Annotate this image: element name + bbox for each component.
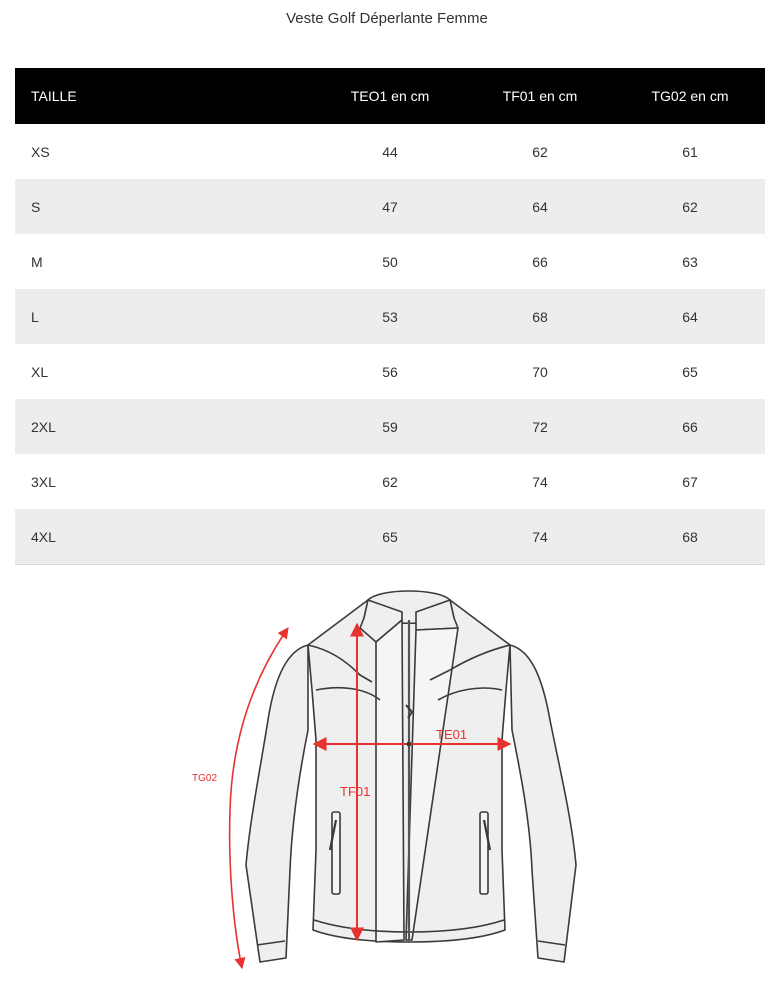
jacket-icon <box>246 591 576 962</box>
tg02-cell: 68 <box>615 509 765 565</box>
tf01-cell: 64 <box>465 179 615 234</box>
table-row <box>15 179 765 234</box>
size-cell: XS <box>31 143 50 160</box>
tg02-cell: 66 <box>615 399 765 454</box>
size-cell: S <box>15 179 315 234</box>
te01-cell: 59 <box>315 399 465 454</box>
header-tg02: TG02 en cm <box>615 68 765 124</box>
tg02-cell: 65 <box>682 363 698 380</box>
tf01-cell: 66 <box>532 253 548 270</box>
size-cell: 3XL <box>31 473 56 490</box>
size-cell: L <box>15 289 315 344</box>
page-title: Veste Golf Déperlante Femme <box>286 10 488 27</box>
te01-cell: 44 <box>382 143 398 160</box>
header-te01: TEO1 en cm <box>315 68 465 124</box>
te01-label: TE01 <box>436 727 468 742</box>
tf01-cell: 62 <box>532 143 548 160</box>
tg02-cell: 67 <box>682 473 698 490</box>
table-row <box>15 234 765 289</box>
tf01-cell: 72 <box>465 399 615 454</box>
te01-cell: 53 <box>315 289 465 344</box>
tg02-label: TG02 <box>192 773 218 784</box>
header-tf01: TF01 en cm <box>465 68 615 124</box>
te01-cell: 56 <box>382 363 398 380</box>
tf01-cell: 68 <box>465 289 615 344</box>
table-row <box>15 124 765 179</box>
table-row <box>15 509 765 565</box>
size-cell: 4XL <box>15 509 315 565</box>
size-cell: XL <box>31 363 49 380</box>
table-header-row <box>15 68 765 124</box>
jacket-measurement-diagram <box>180 580 600 980</box>
te01-cell: 65 <box>315 509 465 565</box>
table-row <box>15 399 765 454</box>
tg02-cell: 63 <box>682 253 698 270</box>
header-taille: TAILLE <box>15 68 315 124</box>
te01-cell: 47 <box>315 179 465 234</box>
tf01-label: TF01 <box>340 784 371 799</box>
tg02-cell: 62 <box>615 179 765 234</box>
tf01-cell: 74 <box>532 473 548 490</box>
te01-cell: 50 <box>382 253 398 270</box>
tg02-cell: 64 <box>615 289 765 344</box>
tf01-cell: 74 <box>465 509 615 565</box>
te01-cell: 62 <box>382 473 398 490</box>
tf01-cell: 70 <box>532 363 548 380</box>
tg02-cell: 61 <box>682 143 698 160</box>
table-row <box>15 344 765 399</box>
size-cell: 2XL <box>15 399 315 454</box>
size-cell: M <box>31 253 43 270</box>
table-row <box>15 454 765 509</box>
size-chart-table <box>15 68 765 565</box>
table-row <box>15 289 765 344</box>
